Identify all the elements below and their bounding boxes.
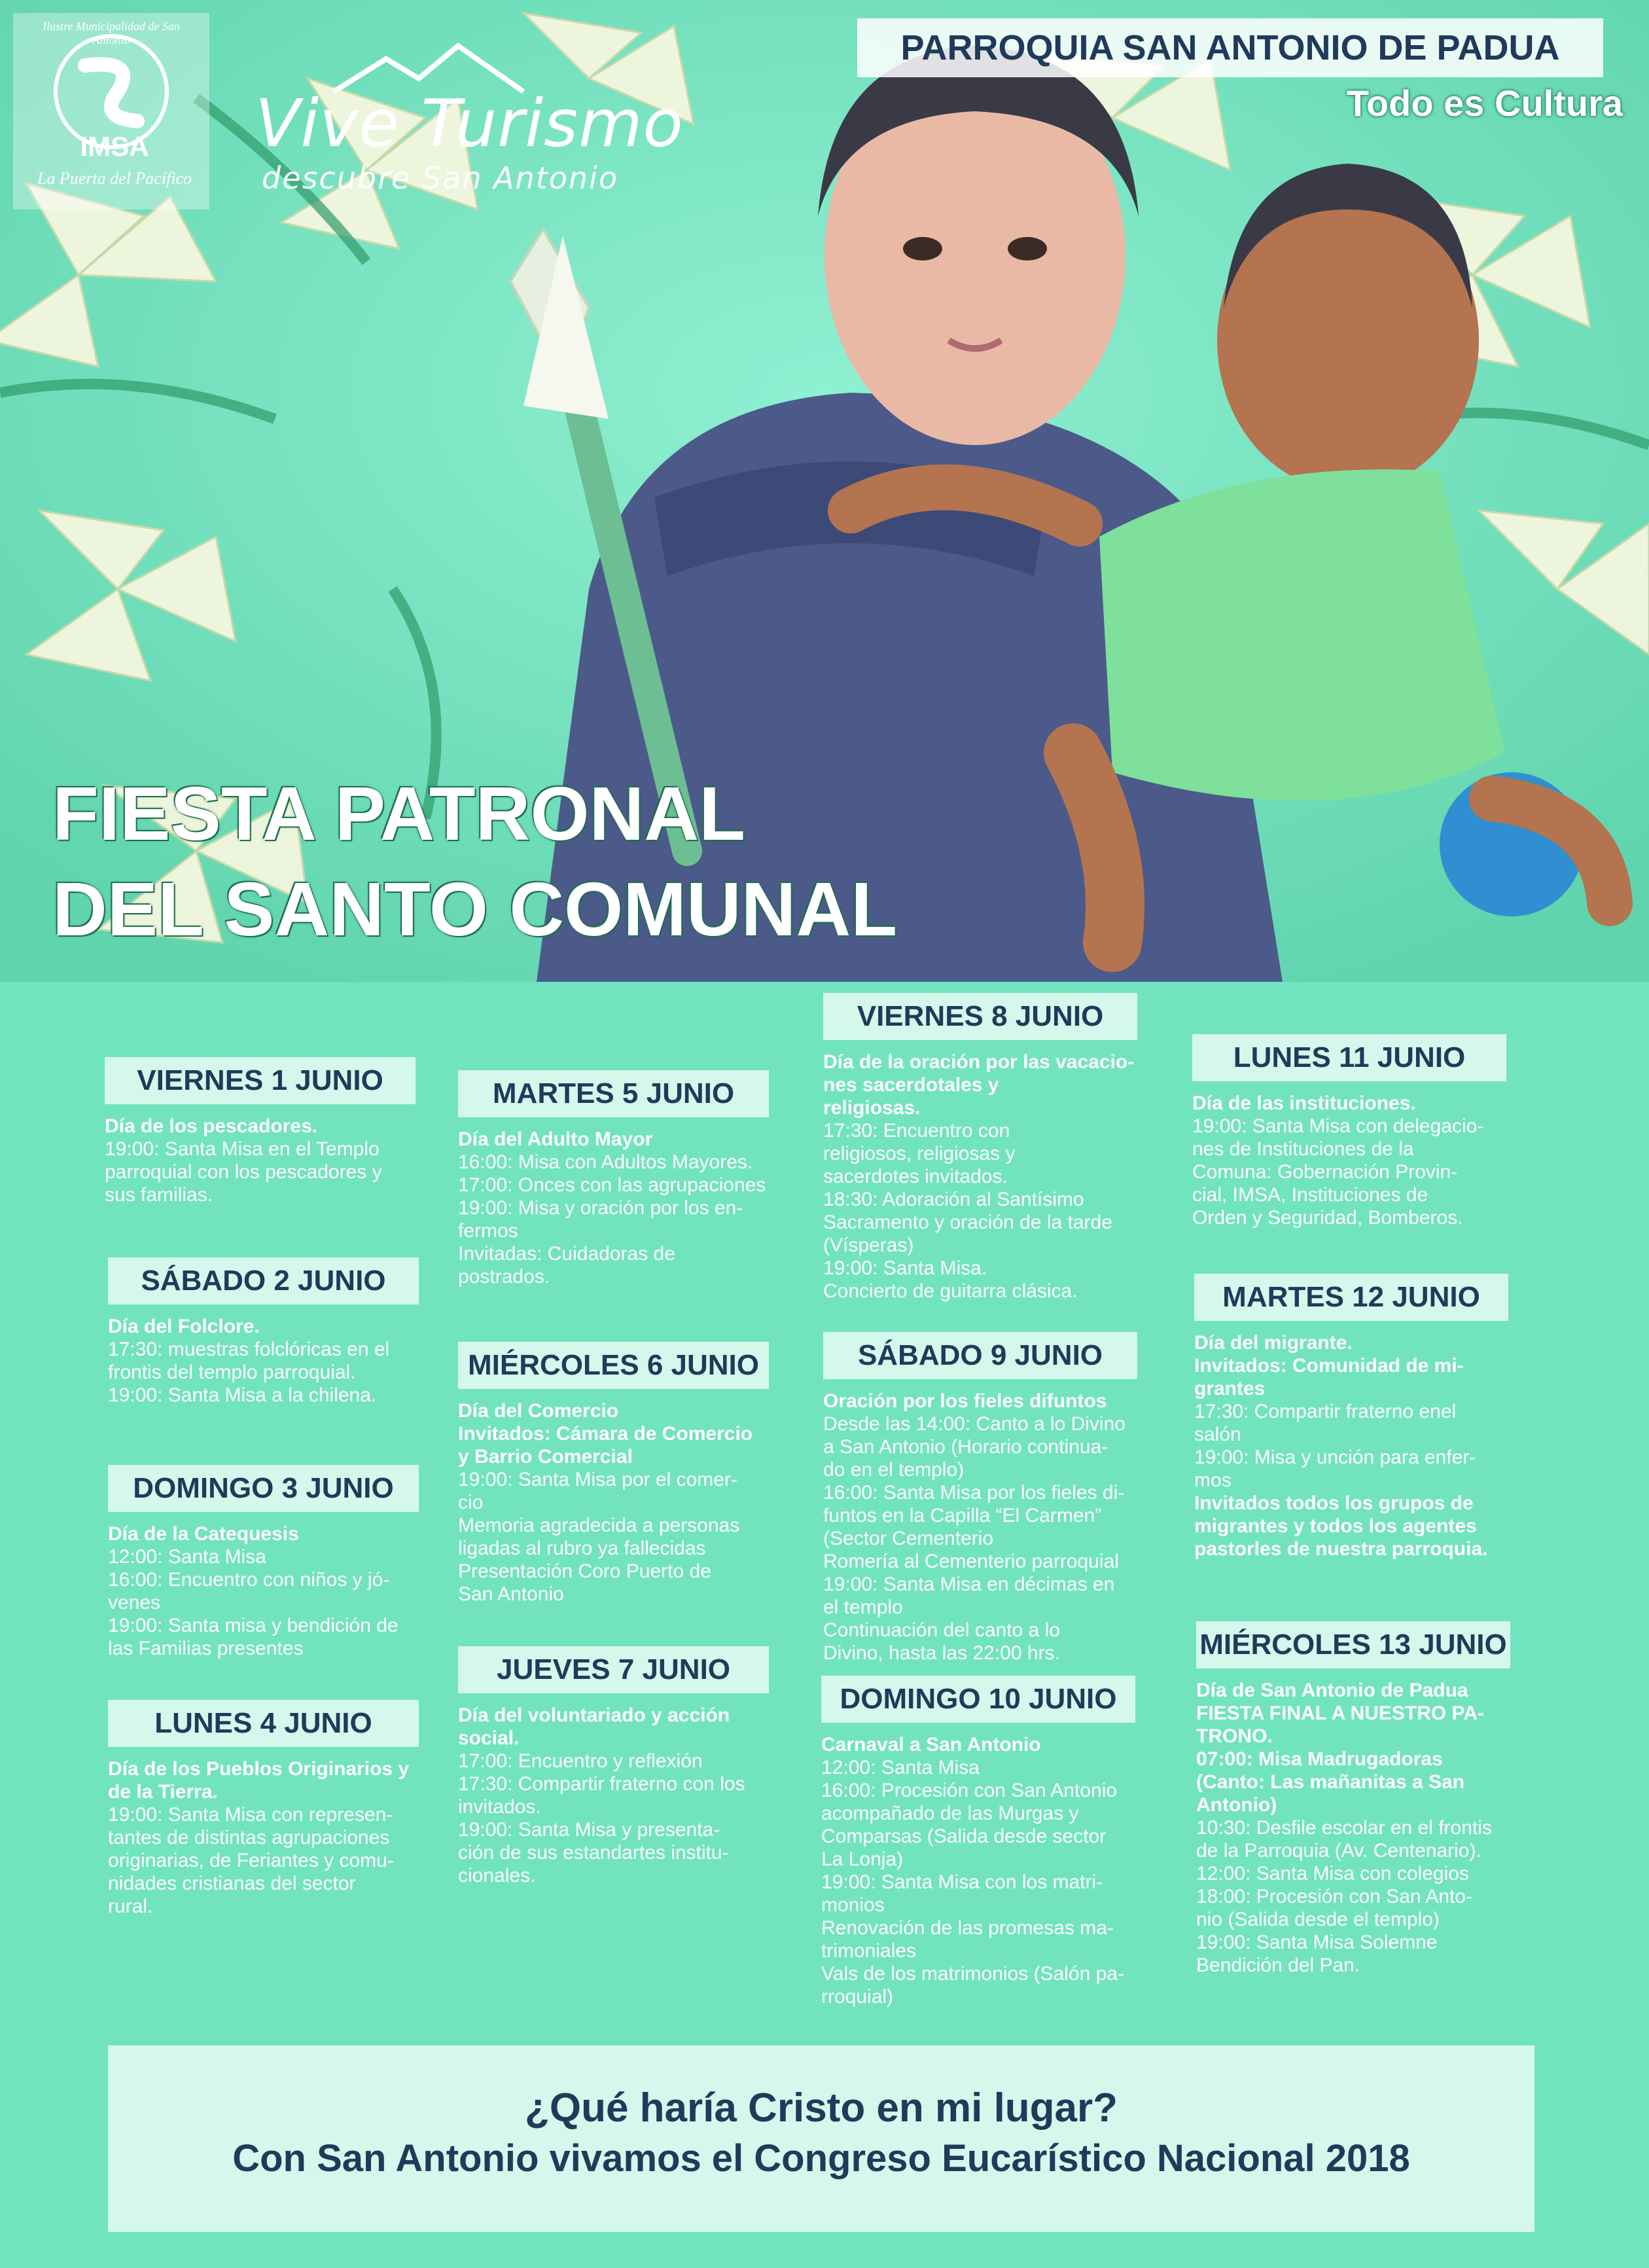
day-header: JUEVES 7 JUNIO bbox=[458, 1646, 769, 1693]
day-line: Presentación Coro Puerto de bbox=[458, 1560, 711, 1582]
day-line: Romería al Cementerio parroquial bbox=[823, 1551, 1119, 1572]
day-card-domingo-10 bbox=[821, 1676, 1135, 2008]
day-line: rroquial) bbox=[821, 1986, 894, 2007]
day-theme: Día de la oración por las vacacio- bbox=[823, 1051, 1135, 1073]
day-theme: (Canto: Las mañanitas a San bbox=[1196, 1771, 1465, 1793]
day-theme: religiosas. bbox=[823, 1097, 921, 1119]
day-line: fermos bbox=[458, 1220, 518, 1242]
day-theme: social. bbox=[458, 1727, 520, 1749]
day-line: 18:00: Procesión con San Anto- bbox=[1196, 1886, 1472, 1907]
day-line: acompañado de las Murgas y bbox=[821, 1803, 1079, 1824]
day-line: 16:00: Procesión con San Antonio bbox=[821, 1780, 1117, 1801]
day-card-jueves-7 bbox=[458, 1646, 769, 1887]
day-line: invitados. bbox=[458, 1796, 541, 1818]
day-theme: Día del migrante. bbox=[1194, 1332, 1353, 1354]
day-line: 19:00: Santa Misa y presenta- bbox=[458, 1819, 720, 1841]
day-line: ción de sus estandartes institu- bbox=[458, 1842, 729, 1863]
day-line: Desde las 14:00: Canto a lo Divino bbox=[823, 1413, 1126, 1435]
day-line: (Sector Cementerio bbox=[823, 1528, 994, 1549]
day-line: 17:30: Compartir fraterno con los bbox=[458, 1773, 745, 1795]
day-line: (Vísperas) bbox=[823, 1234, 914, 1256]
day-line: 19:00: Santa Misa con delegacio- bbox=[1192, 1115, 1484, 1137]
day-line: Invitadas: Cuidadoras de bbox=[458, 1243, 675, 1265]
day-line: 16:00: Misa con Adultos Mayores. bbox=[458, 1151, 753, 1173]
day-line: nio (Salida desde el templo) bbox=[1196, 1909, 1440, 1930]
day-theme: Invitados: Cámara de Comercio bbox=[458, 1423, 753, 1445]
day-line: cio bbox=[458, 1492, 484, 1513]
day-card-miercoles-6 bbox=[458, 1342, 769, 1606]
day-line: Divino, hasta las 22:00 hrs. bbox=[823, 1642, 1060, 1664]
day-theme: Día de los Pueblos Originarios y bbox=[108, 1758, 410, 1780]
day-card-sabado-2 bbox=[108, 1257, 419, 1407]
day-line: 19:00: Santa Misa en el Templo bbox=[105, 1138, 380, 1160]
day-theme: Invitados: Comunidad de mi- bbox=[1194, 1355, 1464, 1377]
day-theme: grantes bbox=[1194, 1378, 1266, 1399]
day-header: MIÉRCOLES 13 JUNIO bbox=[1196, 1621, 1510, 1668]
day-line: las Familias presentes bbox=[108, 1638, 304, 1659]
day-theme: TRONO. bbox=[1196, 1725, 1273, 1747]
day-line: 19:00: Santa Misa. bbox=[823, 1257, 987, 1279]
day-line: monios bbox=[821, 1894, 885, 1916]
day-line: sacerdotes invitados. bbox=[823, 1166, 1008, 1187]
day-line: 19:00: Santa Misa con los matri- bbox=[821, 1871, 1103, 1893]
day-note: migrantes y todos los agentes bbox=[1194, 1515, 1477, 1537]
brand-subtitle: descubre San Antonio bbox=[262, 160, 618, 196]
day-theme: Día del Comercio bbox=[458, 1400, 619, 1422]
hero-image bbox=[0, 0, 1649, 982]
imsa-tagline: La Puerta del Pacífico bbox=[37, 169, 192, 188]
parish-banner: PARROQUIA SAN ANTONIO DE PADUA bbox=[857, 18, 1603, 77]
day-line: 19:00: Santa misa y bendición de bbox=[108, 1615, 399, 1636]
day-line: 17:00: Onces con las agrupaciones bbox=[458, 1174, 766, 1196]
day-header: MARTES 5 JUNIO bbox=[458, 1070, 769, 1117]
day-line: 12:00: Santa Misa con colegios bbox=[1196, 1863, 1469, 1884]
day-line: Continuación del canto a lo bbox=[823, 1619, 1060, 1641]
day-note: Invitados todos los grupos de bbox=[1194, 1492, 1474, 1514]
day-line: 19:00: Misa y oración por los en- bbox=[458, 1197, 743, 1219]
day-line: Comuna: Gobernación Provin- bbox=[1192, 1161, 1458, 1183]
title-line-2: DEL SANTO COMUNAL bbox=[52, 867, 898, 952]
day-line: Comparsas (Salida desde sector bbox=[821, 1826, 1107, 1847]
day-line: trimoniales bbox=[821, 1940, 917, 1962]
day-line: 16:00: Santa Misa por los fieles di- bbox=[823, 1482, 1125, 1503]
day-line: 19:00: Santa Misa con represen- bbox=[108, 1804, 393, 1826]
day-theme: Oración por los fieles difuntos bbox=[823, 1390, 1107, 1412]
day-theme: 07:00: Misa Madrugadoras bbox=[1196, 1748, 1443, 1770]
day-line: sus familias. bbox=[105, 1184, 213, 1206]
day-card-viernes-1 bbox=[105, 1057, 416, 1206]
day-theme: FIESTA FINAL A NUESTRO PA- bbox=[1196, 1702, 1484, 1724]
day-card-sabado-9 bbox=[823, 1332, 1137, 1665]
day-header: MIÉRCOLES 6 JUNIO bbox=[458, 1342, 769, 1389]
day-line: ligadas al rubro ya fallecidas bbox=[458, 1538, 706, 1559]
day-line: originarias, de Feriantes y comu- bbox=[108, 1850, 394, 1871]
day-header: MARTES 12 JUNIO bbox=[1194, 1274, 1508, 1321]
day-card-domingo-3 bbox=[108, 1465, 419, 1660]
day-line: Sacramento y oración de la tarde bbox=[823, 1212, 1112, 1233]
day-theme: Día del Folclore. bbox=[108, 1316, 260, 1337]
day-line: Orden y Seguridad, Bomberos. bbox=[1192, 1207, 1463, 1229]
day-theme: Día de la Catequesis bbox=[108, 1523, 299, 1545]
day-line: a San Antonio (Horario continua- bbox=[823, 1436, 1108, 1458]
day-theme: Día de los pescadores. bbox=[105, 1115, 318, 1137]
day-card-lunes-4 bbox=[108, 1700, 419, 1918]
page-title bbox=[52, 766, 897, 957]
day-theme: de la Tierra. bbox=[108, 1781, 218, 1803]
day-header: DOMINGO 10 JUNIO bbox=[821, 1676, 1135, 1723]
day-line: 19:00: Santa Misa Solemne bbox=[1196, 1932, 1438, 1953]
day-line: de la Parroquia (Av. Centenario). bbox=[1196, 1840, 1481, 1862]
day-line: 19:00: Santa Misa en décimas en bbox=[823, 1574, 1115, 1595]
day-line: 16:00: Encuentro con niños y jó- bbox=[108, 1569, 390, 1591]
day-line: La Lonja) bbox=[821, 1848, 904, 1870]
day-line: 19:00: Misa y unción para enfer- bbox=[1194, 1447, 1476, 1468]
day-theme: Día de las instituciones. bbox=[1192, 1092, 1416, 1114]
day-card-lunes-11 bbox=[1192, 1034, 1506, 1229]
day-line: 17:30: Encuentro con bbox=[823, 1120, 1010, 1142]
day-line: 17:30: Compartir fraterno enel bbox=[1194, 1401, 1457, 1422]
day-line: venes bbox=[108, 1592, 161, 1613]
footer-motto: Con San Antonio vivamos el Congreso Eucarístico Nacional 2018 bbox=[232, 2137, 1410, 2180]
day-line: frontis del templo parroquial. bbox=[108, 1361, 356, 1383]
day-line: Memoria agradecida a personas bbox=[458, 1515, 740, 1536]
day-theme: nes sacerdotales y bbox=[823, 1074, 999, 1096]
day-theme: Carnaval a San Antonio bbox=[821, 1734, 1041, 1755]
day-line: Renovación de las promesas ma- bbox=[821, 1917, 1114, 1939]
day-line: postrados. bbox=[458, 1266, 550, 1287]
day-header: LUNES 4 JUNIO bbox=[108, 1700, 419, 1747]
day-card-miercoles-13 bbox=[1196, 1621, 1510, 1977]
imsa-name: IMSA bbox=[80, 131, 149, 162]
day-line: rural. bbox=[108, 1896, 153, 1917]
day-theme: Día del Adulto Mayor bbox=[458, 1128, 653, 1150]
day-card-martes-12 bbox=[1194, 1274, 1508, 1560]
day-line: cionales. bbox=[458, 1865, 536, 1886]
day-line: mos bbox=[1194, 1469, 1232, 1491]
day-line: Concierto de guitarra clásica. bbox=[823, 1280, 1078, 1302]
day-header: VIERNES 1 JUNIO bbox=[105, 1057, 416, 1104]
day-line: cial, IMSA, Instituciones de bbox=[1192, 1184, 1428, 1206]
day-header: SÁBADO 9 JUNIO bbox=[823, 1332, 1137, 1379]
day-line: 10:30: Desfile escolar en el frontis bbox=[1196, 1817, 1492, 1839]
day-line: 17:30: muestras folclóricas en el bbox=[108, 1339, 390, 1360]
day-header: VIERNES 8 JUNIO bbox=[823, 993, 1137, 1040]
day-line: tantes de distintas agrupaciones bbox=[108, 1827, 390, 1848]
day-line: 19:00: Santa Misa por el comer- bbox=[458, 1469, 737, 1490]
day-note: pastorles de nuestra parroquia. bbox=[1194, 1538, 1488, 1560]
day-line: Bendición del Pan. bbox=[1196, 1954, 1360, 1976]
day-card-viernes-8 bbox=[823, 993, 1137, 1303]
day-header: LUNES 11 JUNIO bbox=[1192, 1034, 1506, 1081]
slogan: Todo es Cultura bbox=[1346, 82, 1623, 124]
day-line: Vals de los matrimonios (Salón pa- bbox=[821, 1963, 1124, 1985]
day-line: funtos en la Capilla “El Carmen” bbox=[823, 1505, 1102, 1526]
brand-title: Vive Turismo bbox=[255, 85, 684, 162]
imsa-arc-text: Ilustre Municipalidad de San Antonio bbox=[43, 20, 180, 46]
day-theme: Día de San Antonio de Padua bbox=[1196, 1680, 1468, 1701]
day-line: 17:00: Encuentro y reflexión bbox=[458, 1750, 703, 1772]
day-line: parroquial con los pescadores y bbox=[105, 1161, 382, 1183]
day-theme: Día del voluntariado y acción bbox=[458, 1704, 730, 1726]
day-line: el templo bbox=[823, 1596, 903, 1618]
day-line: San Antonio bbox=[458, 1583, 564, 1605]
footer-question: ¿Qué haría Cristo en mi lugar? bbox=[524, 2085, 1118, 2131]
day-card-martes-5 bbox=[458, 1070, 769, 1288]
day-line: 18:30: Adoración al Santísimo bbox=[823, 1189, 1084, 1210]
footer-banner bbox=[108, 2045, 1534, 2232]
day-line: 19:00: Santa Misa a la chilena. bbox=[108, 1384, 377, 1406]
title-line-1: FIESTA PATRONAL bbox=[52, 771, 745, 856]
day-line: salón bbox=[1194, 1424, 1241, 1445]
day-line: religiosos, religiosas y bbox=[823, 1143, 1016, 1164]
day-line: do en el templo) bbox=[823, 1459, 965, 1481]
day-header: SÁBADO 2 JUNIO bbox=[108, 1257, 419, 1305]
day-line: 12:00: Santa Misa bbox=[108, 1546, 266, 1568]
day-theme: Antonio) bbox=[1196, 1794, 1277, 1816]
day-header: DOMINGO 3 JUNIO bbox=[108, 1465, 419, 1512]
day-theme: y Barrio Comercial bbox=[458, 1446, 633, 1467]
day-line: nidades cristianas del sector bbox=[108, 1873, 356, 1894]
day-line: nes de Instituciones de la bbox=[1192, 1138, 1414, 1160]
day-line: 12:00: Santa Misa bbox=[821, 1757, 980, 1778]
